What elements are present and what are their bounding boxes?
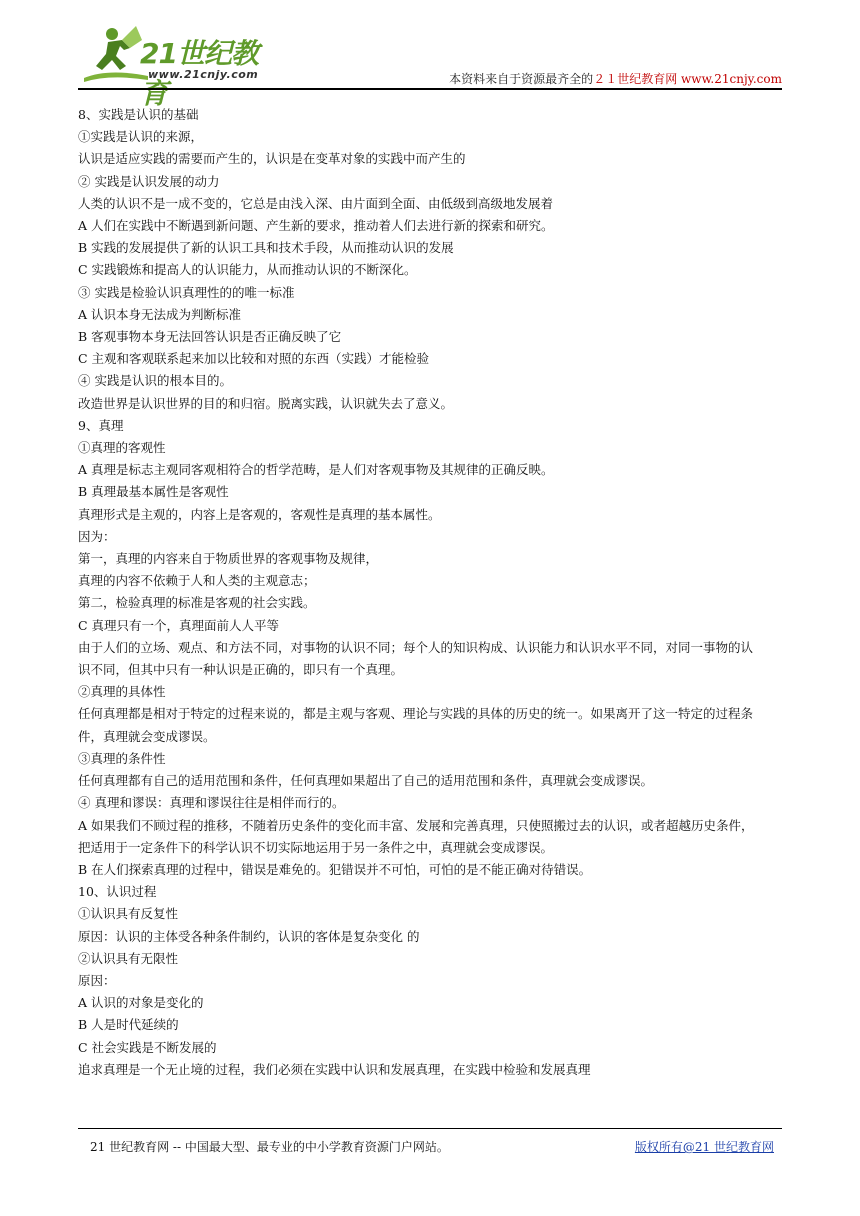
- text-line: 任何真理都有自己的适用范围和条件，任何真理如果超出了自己的适用范围和条件，真理就会变成谬误。: [78, 773, 654, 789]
- text-line: C 实践锻炼和提高人的认识能力，从而推动认识的不断深化。: [78, 262, 417, 278]
- text-line: ①认识具有反复性: [78, 906, 179, 922]
- text-line: ③真理的条件性: [78, 750, 166, 766]
- text-line: ② 实践是认识发展的动力: [78, 173, 220, 189]
- text-line: ④ 实践是认识的根本目的。: [78, 373, 232, 389]
- text-line: 追求真理是一个无止境的过程，我们必须在实践中认识和发展真理，在实践中检验和发展真理: [78, 1061, 591, 1077]
- text-line: ④ 真理和谬误：真理和谬误往往是相伴而行的。: [78, 795, 345, 811]
- text-line: A 认识本身无法成为判断标准: [78, 306, 242, 322]
- text-line: 第一，真理的内容来自于物质世界的客观事物及规律，: [78, 551, 379, 567]
- text-line: C 社会实践是不断发展的: [78, 1039, 217, 1055]
- text-line: B 客观事物本身无法回答认识是否正确反映了它: [78, 329, 342, 345]
- footer-site-description: 21 世纪教育网 -- 中国最大型、最专业的中小学教育资源门户网站。: [90, 1140, 449, 1154]
- header-note: [449, 70, 782, 87]
- text-line: 第二，检验真理的标准是客观的社会实践。: [78, 595, 316, 611]
- header-note-highlight: ２１世纪教育网: [593, 72, 678, 86]
- text-line: 10、认识过程: [78, 884, 157, 900]
- text-line: A 认识的对象是变化的: [78, 995, 204, 1011]
- header-note-url[interactable]: www.21cnjy.com: [681, 72, 782, 86]
- text-line: A 如果我们不顾过程的推移，不随着历史条件的变化而丰富、发展和完善真理，只使照搬过去的认识，或者超越历史条件，: [78, 817, 754, 833]
- header-divider: [78, 88, 782, 90]
- text-line: B 人是时代延续的: [78, 1017, 179, 1033]
- text-line: B 真理最基本属性是客观性: [78, 484, 229, 500]
- footer-copyright-link[interactable]: 版权所有@21 世纪教育网: [634, 1140, 774, 1154]
- logo-text: 21世纪教育: [140, 37, 258, 110]
- site-logo: [78, 18, 278, 110]
- text-line: ②真理的具体性: [78, 684, 166, 700]
- text-line: 9、真理: [78, 417, 124, 433]
- text-line: ①真理的客观性: [78, 440, 166, 456]
- text-line: 原因：: [78, 972, 116, 988]
- text-line: 识不同，但其中只有一种认识是正确的，即只有一个真理。: [78, 662, 404, 678]
- text-line: C 主观和客观联系起来加以比较和对照的东西（实践）才能检验: [78, 351, 430, 367]
- page-header: [78, 18, 782, 110]
- text-line: B 实践的发展提供了新的认识工具和技术手段，从而推动认识的发展: [78, 240, 454, 256]
- text-line: 由于人们的立场、观点、和方法不同，对事物的认识不同；每个人的知识构成、认识能力和认识水平不同，对同一事物的认: [78, 639, 754, 655]
- text-line: 因为：: [78, 528, 116, 544]
- page-footer: [78, 1128, 782, 1154]
- text-line: 8、实践是认识的基础: [78, 107, 199, 122]
- text-line: C 真理只有一个，真理面前人人平等: [78, 617, 280, 633]
- text-line: A 真理是标志主观同客观相符合的哲学范畴，是人们对客观事物及其规律的正确反映。: [78, 462, 554, 478]
- text-line: 任何真理都是相对于特定的过程来说的，都是主观与客观、理论与实践的具体的历史的统一。如果离开了这一特定的过程条: [78, 706, 754, 722]
- text-line: B 在人们探索真理的过程中，错误是难免的。犯错误并不可怕，可怕的是不能正确对待错误。: [78, 861, 592, 877]
- text-line: ②认识具有无限性: [78, 950, 179, 966]
- header-note-prefix: 本资料来自于资源最齐全的: [449, 72, 594, 86]
- text-line: 认识是适应实践的需要而产生的，认识是在变革对象的实践中而产生的: [78, 151, 466, 167]
- text-line: 件，真理就会变成谬误。: [78, 728, 216, 744]
- text-line: 真理的内容不依赖于人和人类的主观意志；: [78, 573, 316, 589]
- text-line: ①实践是认识的来源，: [78, 129, 204, 145]
- text-line: 真理形式是主观的，内容上是客观的，客观性是真理的基本属性。: [78, 506, 441, 522]
- text-line: ③ 实践是检验认识真理性的的唯一标准: [78, 284, 295, 300]
- document-body: [78, 104, 782, 1081]
- footer-divider: [78, 1128, 782, 1129]
- text-line: 把适用于一定条件下的科学认识不切实际地运用于另一条件之中，真理就会变成谬误。: [78, 839, 554, 855]
- text-line: 改造世界是认识世界的目的和归宿。脱离实践，认识就失去了意义。: [78, 395, 454, 411]
- text-line: A 人们在实践中不断遇到新问题、产生新的要求，推动着人们去进行新的探索和研究。: [78, 218, 554, 234]
- logo-url: www.21cnjy.com: [148, 68, 259, 81]
- text-line: 原因：认识的主体受各种条件制约，认识的客体是复杂变化 的: [78, 928, 420, 944]
- text-line: 人类的认识不是一成不变的，它总是由浅入深、由片面到全面、由低级到高级地发展着: [78, 195, 554, 211]
